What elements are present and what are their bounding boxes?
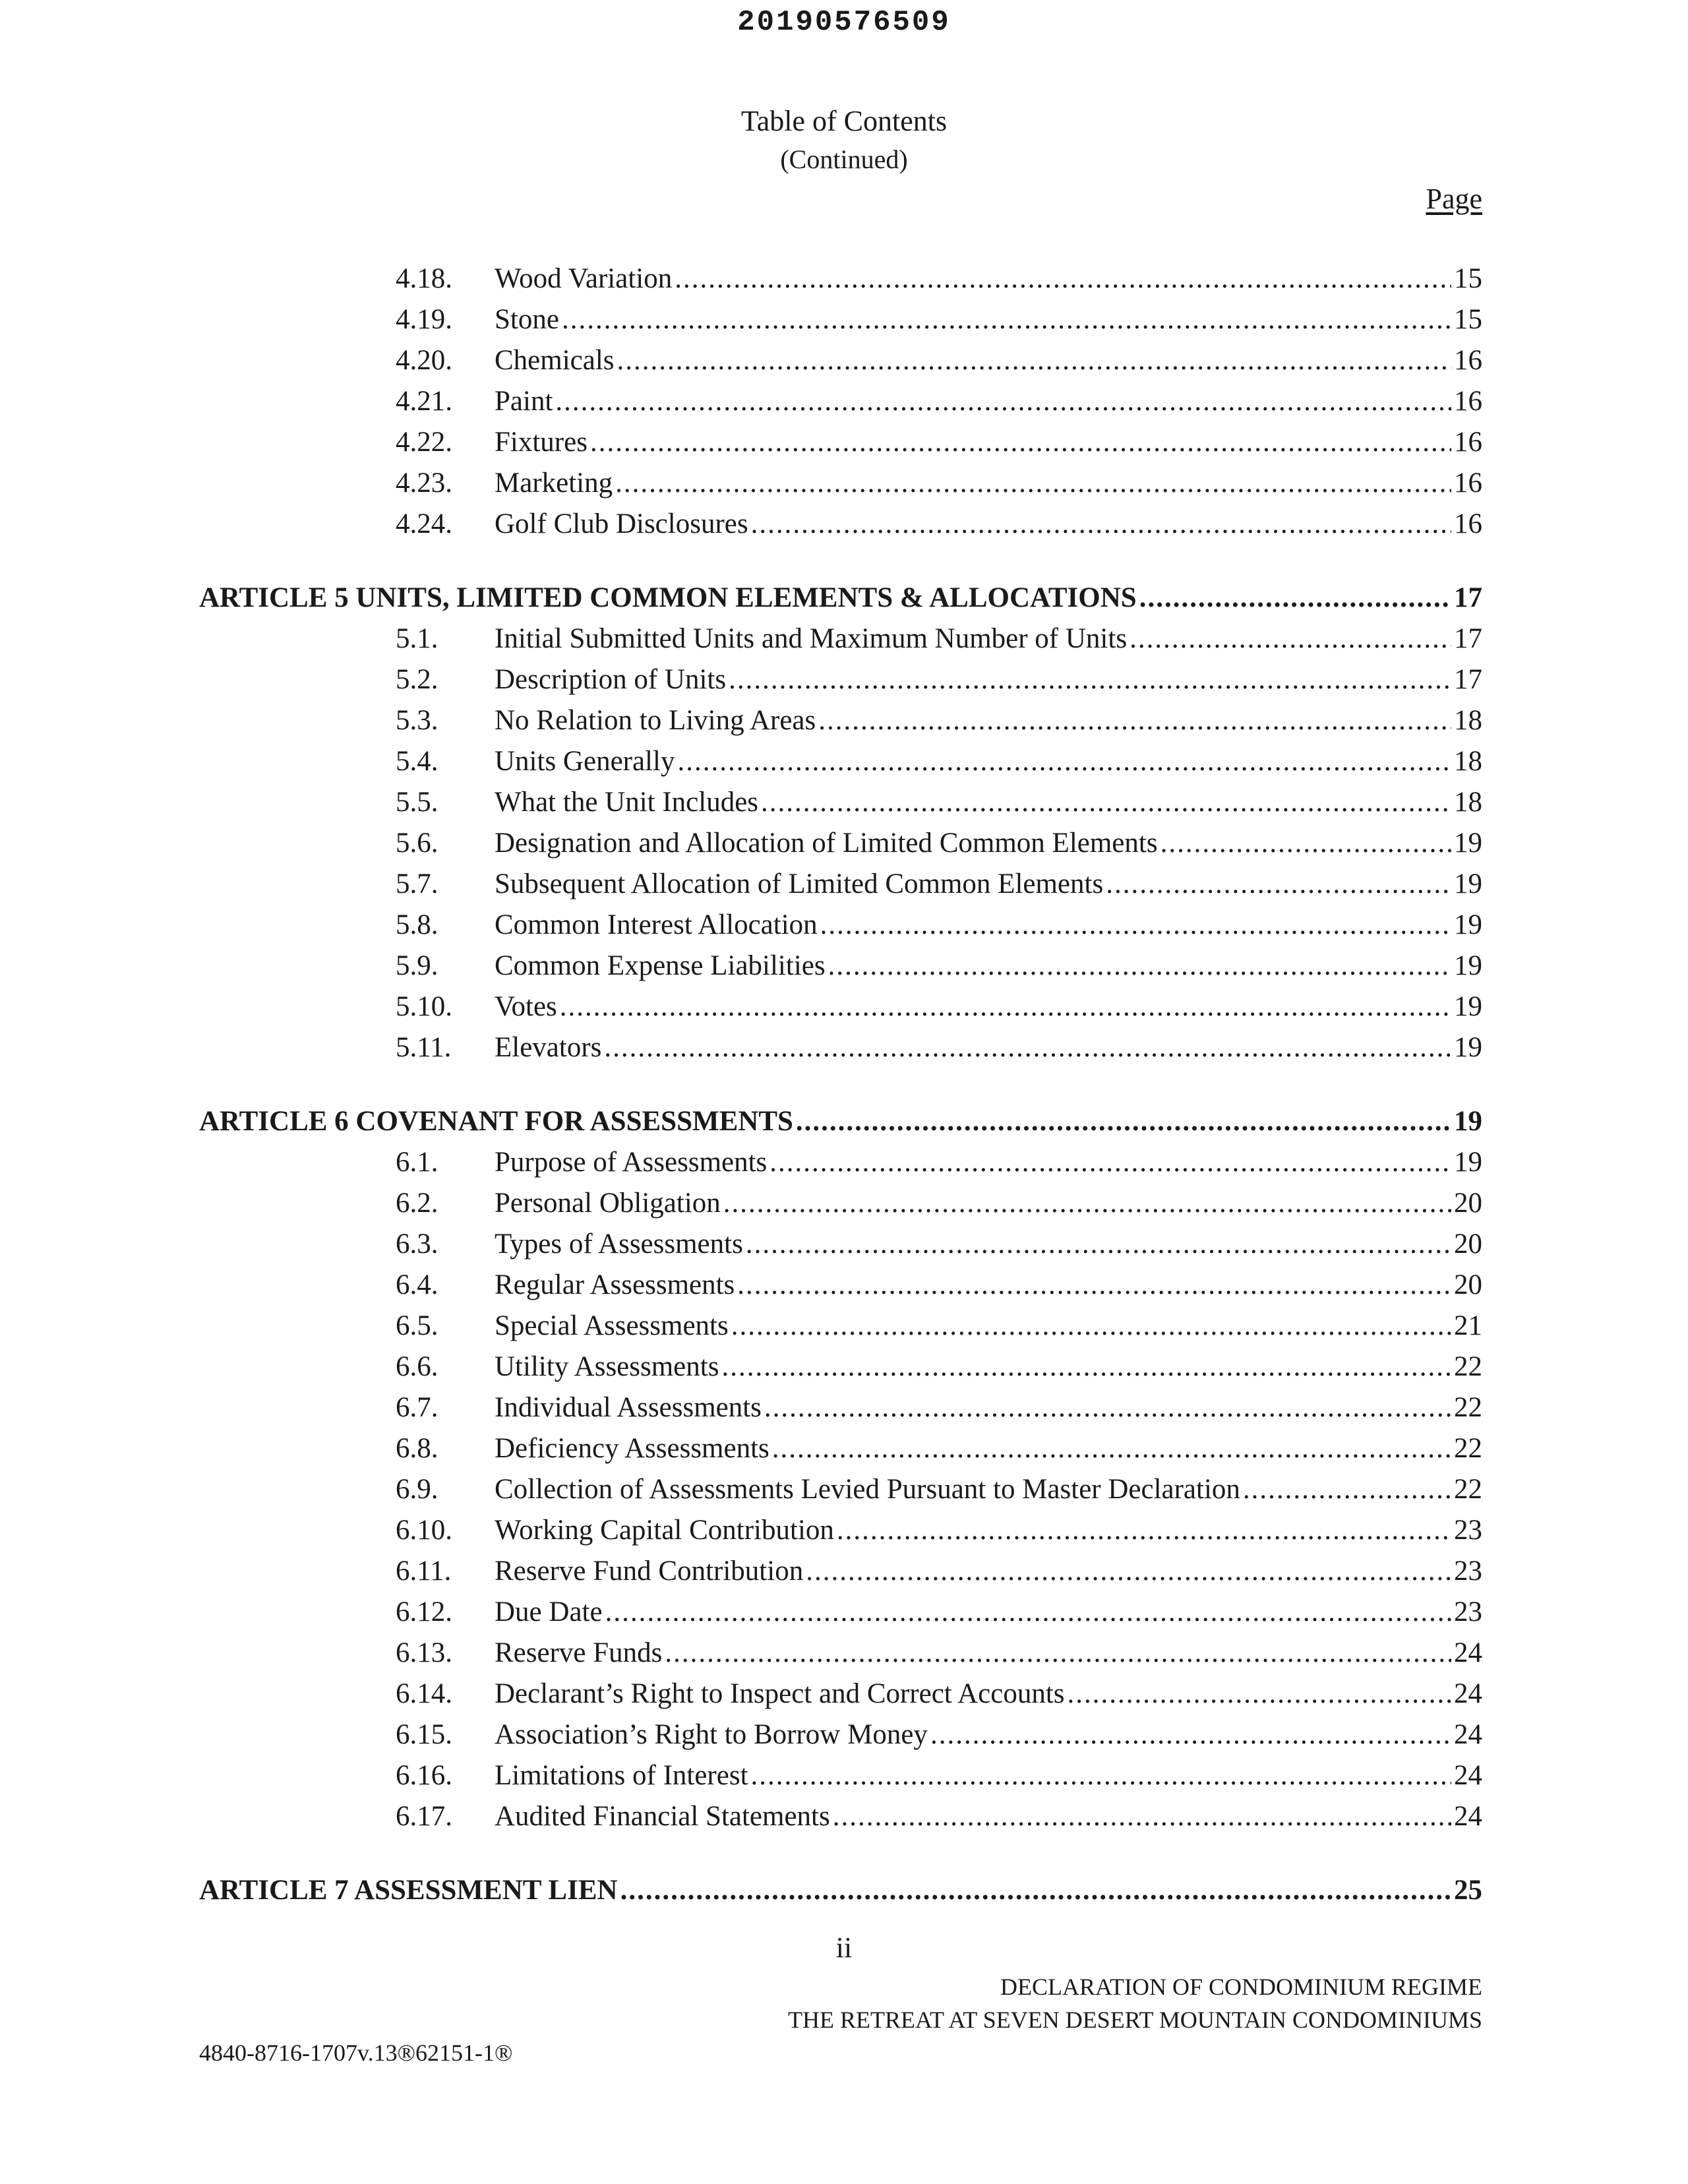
dot-leader <box>751 504 1451 545</box>
toc-entry-page: 19 <box>1454 991 1482 1022</box>
toc-entry[interactable] <box>199 1224 1482 1265</box>
toc-entry-page: 24 <box>1454 1760 1482 1791</box>
toc-entry-title: What the Unit Includes <box>495 787 759 818</box>
toc-entry-title: Initial Submitted Units and Maximum Number of Units <box>495 623 1128 654</box>
toc-entry[interactable] <box>199 1796 1482 1837</box>
toc-entry-page: 24 <box>1454 1637 1482 1668</box>
toc-entry-number: 5.7. <box>396 868 438 899</box>
toc-entry-page: 16 <box>1454 508 1482 539</box>
toc-entry-title: Description of Units <box>495 664 727 695</box>
dot-leader <box>605 1592 1451 1633</box>
toc-entry-page: 20 <box>1454 1269 1482 1300</box>
dot-leader <box>930 1714 1451 1755</box>
toc-entry[interactable] <box>199 1714 1482 1755</box>
toc-entry-number: 5.9. <box>396 950 438 981</box>
toc-entry-title: Elevators <box>495 1032 602 1063</box>
toc-entry-title: Working Capital Contribution <box>495 1515 834 1546</box>
toc-article-title: ARTICLE 5 UNITS, LIMITED COMMON ELEMENTS & ALLOCATIONS <box>199 582 1137 613</box>
toc-entry-title: Utility Assessments <box>495 1351 719 1382</box>
toc-subtitle: (Continued) <box>780 144 908 174</box>
toc-entry-page: 18 <box>1454 705 1482 736</box>
dot-leader <box>833 1796 1451 1837</box>
toc-entry-title: Units Generally <box>495 746 675 777</box>
toc-entry-number: 6.6. <box>396 1351 438 1382</box>
toc-entry-page: 24 <box>1454 1678 1482 1709</box>
dot-leader <box>604 1027 1451 1068</box>
toc-entry-number: 6.11. <box>396 1556 452 1587</box>
dot-leader <box>590 422 1451 463</box>
toc-entry-number: 6.2. <box>396 1188 438 1219</box>
dot-leader <box>818 700 1451 741</box>
table-of-contents <box>199 258 1482 1911</box>
toc-entry-page: 16 <box>1454 427 1482 458</box>
toc-entry-number: 6.15. <box>396 1719 452 1750</box>
toc-entry-number: 4.19. <box>396 304 452 335</box>
dot-leader <box>721 1347 1451 1387</box>
toc-entry-number: 6.9. <box>396 1474 438 1505</box>
toc-entry-number: 5.6. <box>396 828 438 859</box>
dot-leader <box>751 1755 1451 1796</box>
toc-entry[interactable] <box>199 619 1482 659</box>
dot-leader <box>677 741 1451 782</box>
toc-entry[interactable] <box>199 946 1482 986</box>
dot-leader <box>746 1224 1451 1265</box>
dot-leader <box>723 1183 1451 1224</box>
toc-entry-title: Subsequent Allocation of Limited Common Elements <box>495 868 1104 899</box>
toc-entry-title: Declarant’s Right to Inspect and Correct Accounts <box>495 1678 1065 1709</box>
toc-entry[interactable] <box>199 1306 1482 1347</box>
dot-leader <box>1243 1469 1451 1510</box>
toc-entry-page: 23 <box>1454 1596 1482 1627</box>
toc-entry[interactable] <box>199 1633 1482 1674</box>
toc-article-page: 17 <box>1454 582 1482 613</box>
toc-entry-number: 5.1. <box>396 623 438 654</box>
footer-document-title <box>788 1970 1482 2036</box>
toc-entry-title: Reserve Funds <box>495 1637 663 1668</box>
page-number: ii <box>835 1931 853 1964</box>
toc-entry[interactable] <box>199 1551 1482 1592</box>
toc-entry-title: Regular Assessments <box>495 1269 735 1300</box>
toc-entry-title: Common Expense Liabilities <box>495 950 826 981</box>
toc-entry[interactable] <box>199 1183 1482 1224</box>
toc-entry-page: 19 <box>1454 909 1482 940</box>
toc-entry-page: 18 <box>1454 787 1482 818</box>
toc-entry-number: 5.2. <box>396 664 438 695</box>
toc-entry-number: 5.3. <box>396 705 438 736</box>
toc-entry-title: Designation and Allocation of Limited Common Elements <box>495 828 1158 859</box>
dot-leader <box>837 1510 1451 1551</box>
page-column-header: Page <box>1426 183 1482 215</box>
toc-entry[interactable] <box>199 463 1482 504</box>
dot-leader <box>1068 1674 1451 1714</box>
dot-leader <box>675 258 1451 299</box>
toc-entry-page: 24 <box>1454 1801 1482 1832</box>
dot-leader <box>820 905 1451 946</box>
toc-entry-number: 4.18. <box>396 263 452 294</box>
toc-entry-page: 23 <box>1454 1556 1482 1587</box>
toc-entry-title: Limitations of Interest <box>495 1760 748 1791</box>
toc-entry-title: Common Interest Allocation <box>495 909 818 940</box>
toc-entry[interactable] <box>199 340 1482 381</box>
toc-entry-page: 24 <box>1454 1719 1482 1750</box>
toc-entry-number: 5.4. <box>396 746 438 777</box>
toc-entry-page: 22 <box>1454 1474 1482 1505</box>
dot-leader <box>562 299 1451 340</box>
toc-entry-number: 6.1. <box>396 1147 438 1178</box>
toc-entry-number: 4.21. <box>396 386 452 417</box>
toc-entry-number: 4.22. <box>396 427 452 458</box>
toc-entry-page: 19 <box>1454 1032 1482 1063</box>
toc-entry-title: Types of Assessments <box>495 1228 743 1259</box>
toc-entry-title: Collection of Assessments Levied Pursuant to Master Declaration <box>495 1474 1240 1505</box>
recording-number: 20190576509 <box>737 6 951 39</box>
toc-entry[interactable] <box>199 1347 1482 1387</box>
toc-entry-number: 6.4. <box>396 1269 438 1300</box>
toc-entry-number: 6.10. <box>396 1515 452 1546</box>
toc-entry-page: 22 <box>1454 1392 1482 1423</box>
dot-leader <box>555 381 1451 422</box>
dot-leader <box>620 1870 1451 1911</box>
toc-entry-number: 5.8. <box>396 909 438 940</box>
toc-entry[interactable] <box>199 700 1482 741</box>
dot-leader <box>615 463 1451 504</box>
dot-leader <box>828 946 1451 986</box>
toc-entry-number: 4.20. <box>396 345 452 376</box>
toc-entry-title: Reserve Fund Contribution <box>495 1556 804 1587</box>
toc-entry-number: 6.17. <box>396 1801 452 1832</box>
dot-leader <box>1139 578 1451 619</box>
toc-entry-title: Individual Assessments <box>495 1392 762 1423</box>
toc-entry-page: 22 <box>1454 1433 1482 1464</box>
dot-leader <box>761 782 1451 823</box>
toc-entry-title: Audited Financial Statements <box>495 1801 830 1832</box>
toc-entry-page: 15 <box>1454 304 1482 335</box>
dot-leader <box>1130 619 1451 659</box>
toc-entry-title: Marketing <box>495 468 613 499</box>
toc-entry-number: 4.24. <box>396 508 452 539</box>
toc-entry-title: Chemicals <box>495 345 615 376</box>
toc-entry-title: Votes <box>495 991 557 1022</box>
footer-title-line-2: THE RETREAT AT SEVEN DESERT MOUNTAIN CONDOMINIUMS <box>788 2007 1482 2033</box>
toc-entry[interactable] <box>199 1469 1482 1510</box>
toc-entry[interactable] <box>199 1510 1482 1551</box>
dot-leader <box>1160 823 1451 864</box>
toc-entry[interactable] <box>199 659 1482 700</box>
toc-entry-page: 23 <box>1454 1515 1482 1546</box>
dot-leader <box>560 986 1451 1027</box>
toc-entry[interactable] <box>199 1592 1482 1633</box>
toc-entry-page: 15 <box>1454 263 1482 294</box>
toc-entry-number: 4.23. <box>396 468 452 499</box>
toc-entry-page: 18 <box>1454 746 1482 777</box>
document-id: 4840-8716-1707v.13®62151-1® <box>199 2040 513 2066</box>
toc-entry[interactable] <box>199 986 1482 1027</box>
toc-entry[interactable] <box>199 1142 1482 1183</box>
toc-article-page: 25 <box>1454 1875 1482 1906</box>
toc-entry[interactable] <box>199 299 1482 340</box>
toc-entry-title: Fixtures <box>495 427 588 458</box>
footer-title-line-1: DECLARATION OF CONDOMINIUM REGIME <box>1000 1974 1482 2000</box>
toc-entry[interactable] <box>199 1674 1482 1714</box>
toc-entry-page: 19 <box>1454 1147 1482 1178</box>
toc-article-5[interactable] <box>199 578 1482 619</box>
toc-entry-title: No Relation to Living Areas <box>495 705 816 736</box>
toc-article-title: ARTICLE 7 ASSESSMENT LIEN <box>199 1875 618 1906</box>
toc-entry-number: 5.10. <box>396 991 452 1022</box>
dot-leader <box>806 1551 1451 1592</box>
toc-entry-title: Purpose of Assessments <box>495 1147 768 1178</box>
toc-entry[interactable] <box>199 1755 1482 1796</box>
toc-entry-page: 16 <box>1454 345 1482 376</box>
toc-entry-title: Golf Club Disclosures <box>495 508 748 539</box>
dot-leader <box>796 1101 1451 1142</box>
toc-entry-number: 5.11. <box>396 1032 452 1063</box>
toc-entry-title: Personal Obligation <box>495 1188 721 1219</box>
toc-entry[interactable] <box>199 782 1482 823</box>
toc-entry[interactable] <box>199 1027 1482 1068</box>
toc-entry[interactable] <box>199 1387 1482 1428</box>
toc-entry-page: 19 <box>1454 950 1482 981</box>
toc-entry[interactable] <box>199 381 1482 422</box>
toc-article-page: 19 <box>1454 1106 1482 1137</box>
toc-entry-page: 19 <box>1454 828 1482 859</box>
toc-entry-number: 6.7. <box>396 1392 438 1423</box>
dot-leader <box>729 659 1451 700</box>
toc-entry-title: Association’s Right to Borrow Money <box>495 1719 928 1750</box>
toc-entry-page: 20 <box>1454 1228 1482 1259</box>
dot-leader <box>665 1633 1451 1674</box>
toc-entry-number: 6.14. <box>396 1678 452 1709</box>
toc-entry-number: 5.5. <box>396 787 438 818</box>
toc-entry[interactable] <box>199 258 1482 299</box>
toc-entry-number: 6.8. <box>396 1433 438 1464</box>
toc-entry-title: Special Assessments <box>495 1310 729 1341</box>
toc-entry-page: 17 <box>1454 664 1482 695</box>
toc-entry-number: 6.3. <box>396 1228 438 1259</box>
toc-entry-page: 16 <box>1454 468 1482 499</box>
toc-entry-number: 6.13. <box>396 1637 452 1668</box>
dot-leader <box>769 1142 1451 1183</box>
toc-entry[interactable] <box>199 504 1482 545</box>
toc-entry-page: 19 <box>1454 868 1482 899</box>
toc-entry[interactable] <box>199 1265 1482 1306</box>
toc-entry-number: 6.16. <box>396 1760 452 1791</box>
dot-leader <box>737 1265 1451 1306</box>
dot-leader <box>731 1306 1451 1347</box>
toc-article-7[interactable] <box>199 1870 1482 1911</box>
dot-leader <box>617 340 1451 381</box>
toc-entry[interactable] <box>199 823 1482 864</box>
toc-entry-title: Due Date <box>495 1596 603 1627</box>
toc-entry[interactable] <box>199 422 1482 463</box>
dot-leader <box>764 1387 1451 1428</box>
toc-entry-title: Deficiency Assessments <box>495 1433 769 1464</box>
toc-entry-title: Wood Variation <box>495 263 673 294</box>
toc-title: Table of Contents <box>740 105 948 137</box>
toc-article-6[interactable] <box>199 1101 1482 1142</box>
toc-entry[interactable] <box>199 864 1482 905</box>
toc-entry-page: 21 <box>1454 1310 1482 1341</box>
toc-entry-number: 6.12. <box>396 1596 452 1627</box>
toc-article-title: ARTICLE 6 COVENANT FOR ASSESSMENTS <box>199 1106 793 1137</box>
toc-entry[interactable] <box>199 741 1482 782</box>
toc-entry[interactable] <box>199 905 1482 946</box>
toc-entry-title: Stone <box>495 304 559 335</box>
dot-leader <box>772 1428 1451 1469</box>
toc-entry-page: 16 <box>1454 386 1482 417</box>
toc-entry-page: 22 <box>1454 1351 1482 1382</box>
dot-leader <box>1106 864 1451 905</box>
toc-entry-page: 20 <box>1454 1188 1482 1219</box>
toc-entry[interactable] <box>199 1428 1482 1469</box>
toc-entry-page: 17 <box>1454 623 1482 654</box>
toc-entry-number: 6.5. <box>396 1310 438 1341</box>
toc-entry-title: Paint <box>495 386 553 417</box>
